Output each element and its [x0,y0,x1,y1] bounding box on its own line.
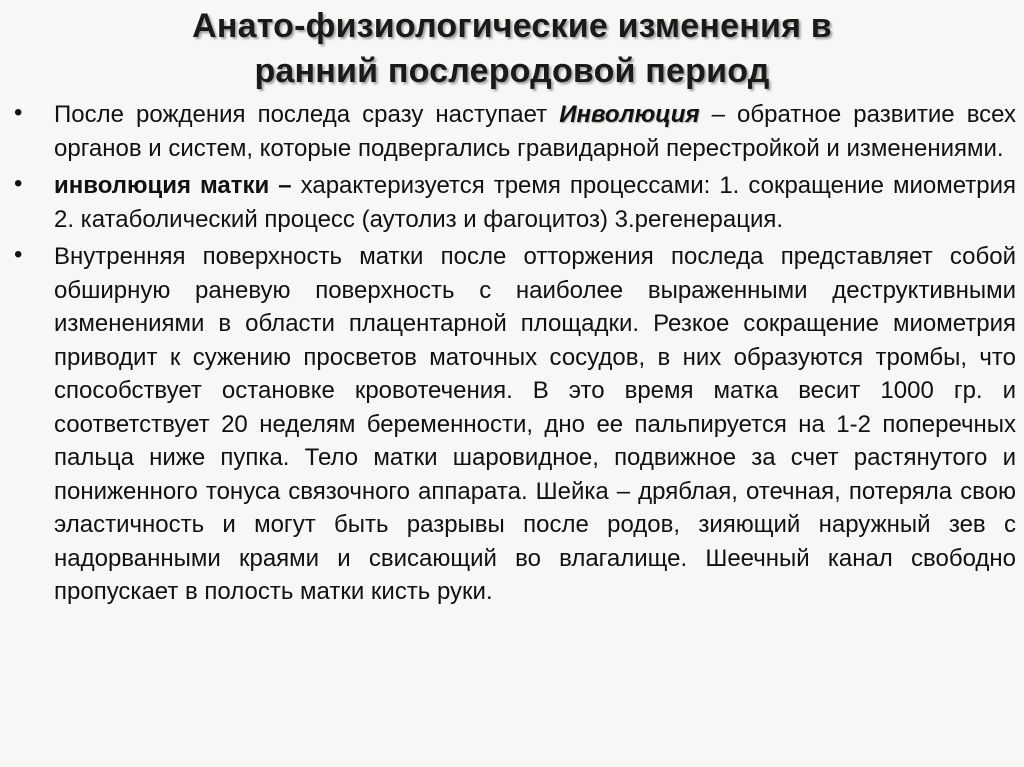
slide-title [0,4,1024,94]
bullet-dot-icon: • [14,170,23,197]
bullet-2-term: инволюция матки – [54,172,292,199]
bullet-dot-icon: • [14,241,23,268]
bullet-2-post: характеризуется тремя процессами: 1. сокращение миометрия 2. катаболический процесс (аутолиз и фагоцитоз) 3.регенерация. [54,172,1016,233]
bullet-involution-intro [0,98,1024,165]
bullet-uterus-surface [0,240,1024,609]
bullet-3-text: Внутренняя поверхность матки после отторжения последа представляет собой обширную раневую поверхность с наиболее выраженными деструктивными изменениями в области плацентарной площадки. Резкое сокращение миометрия приводит к сужению просветов маточных сосудов, в них образуются тромбы, что способствует остановке кровотечения. В это время матка весит 1000 гр. и соответствует 20 неделям беременности, дно ее пальпируется на 1-2 поперечных пальца ниже пупка. Тело матки шаровидное, подвижное за счет растянутого и пониженного тонуса связочного аппарата. Шейка – дряблая, отечная, потеряла свою эластичность и могут быть разрывы после родов, зияющий наружный зев с надорванными краями и свисающий во влагалище. Шеечный канал свободно пропускает в полость матки кисть руки. [54,243,1016,605]
bullet-list [0,98,1024,609]
bullet-1-term: Инволюция [559,101,700,128]
bullet-1-pre: После рождения последа сразу наступает [54,101,560,128]
bullet-1-post: – обратное развитие всех органов и систем, которые подвергались гравидарной перестройкой и изменениями. [54,101,1016,162]
title-line-2: ранний послеродовой период [254,52,770,90]
bullet-dot-icon: • [14,99,23,126]
title-line-1: Анато-физиологические изменения в [192,7,832,45]
bullet-uterus-involution [0,169,1024,236]
